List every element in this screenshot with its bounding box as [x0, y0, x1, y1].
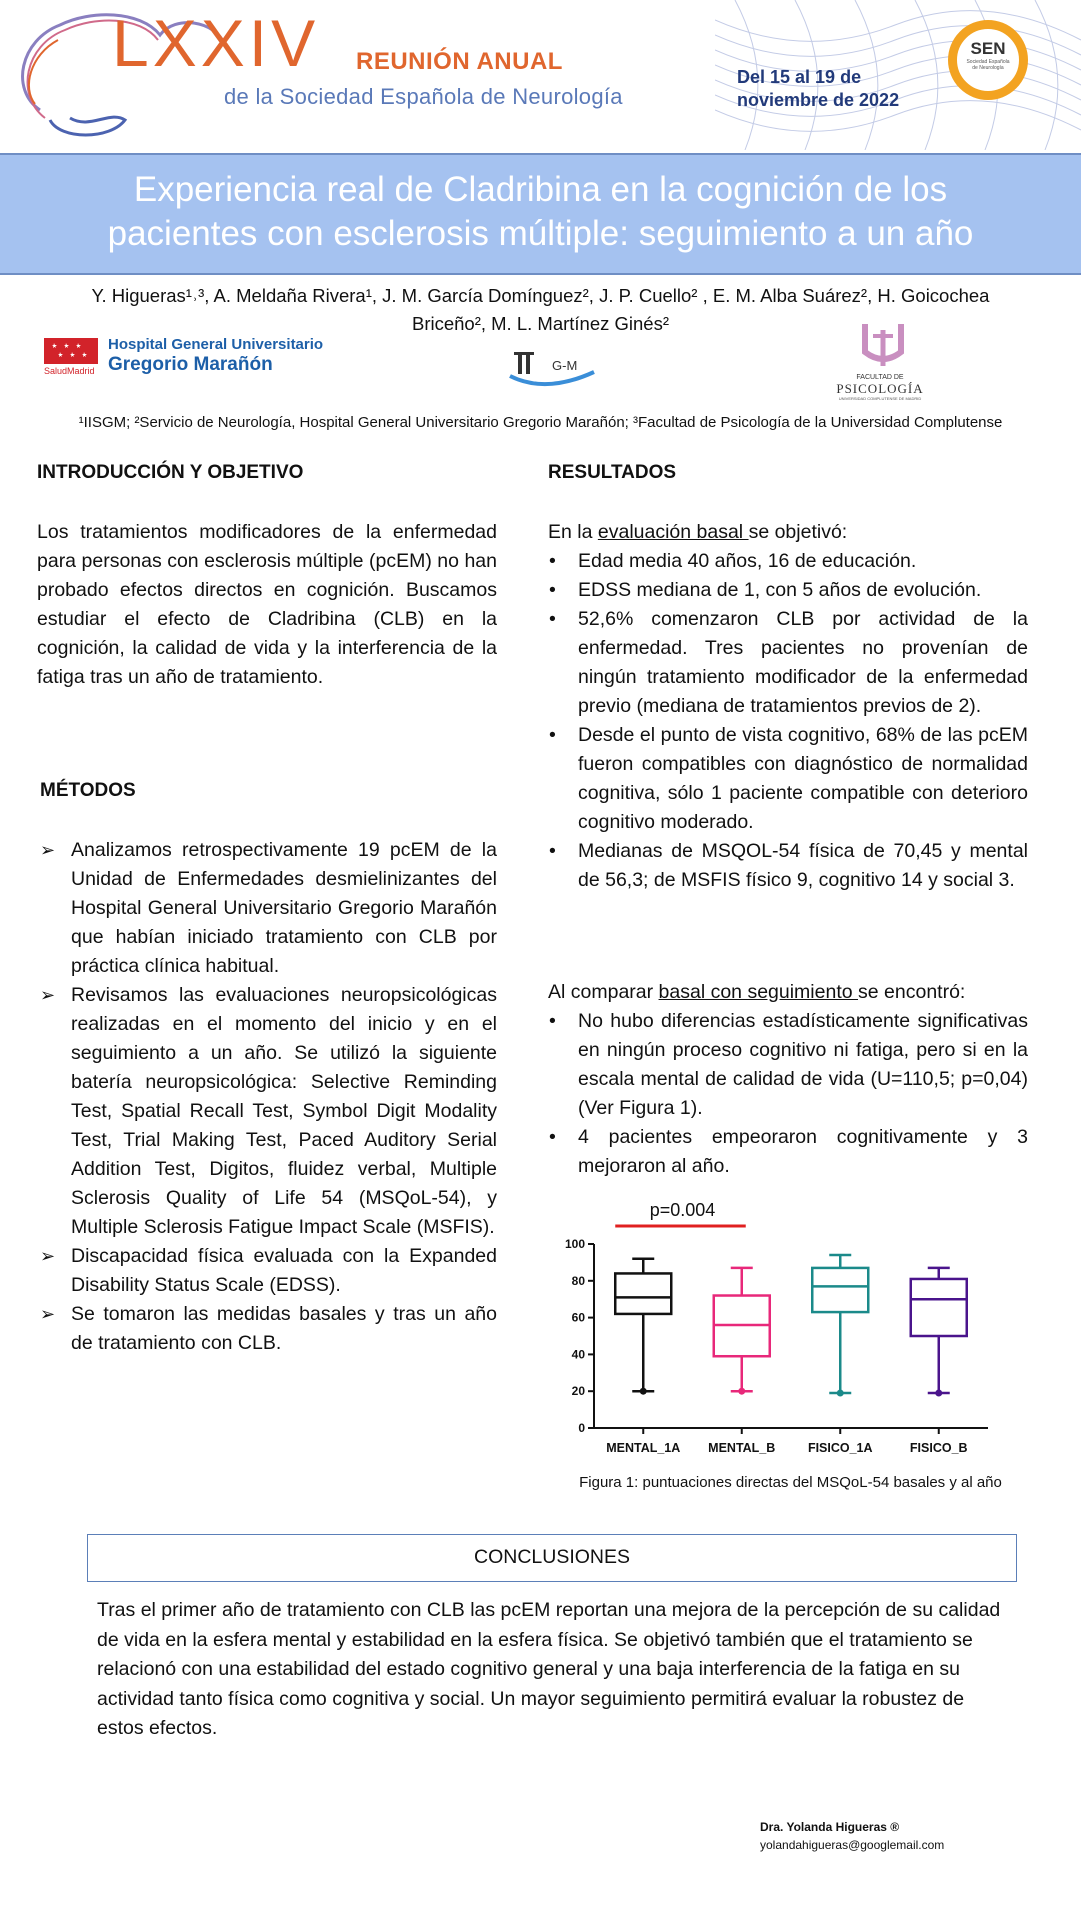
x-tick-label: MENTAL_1A [606, 1441, 681, 1455]
title-line1: Experiencia real de Cladribina en la cognición de los [133, 170, 948, 209]
psychology-faculty-emblem-icon [855, 322, 911, 368]
results-compare-pre: Al comparar [548, 981, 659, 1003]
hospital-name-line2: Gregorio Marañón [108, 354, 273, 375]
results-item-text: EDSS mediana de 1, con 5 años de evolución. [578, 579, 982, 601]
results-item [548, 1123, 1028, 1181]
results-intro-post: se objetivó: [748, 521, 848, 543]
salud-madrid-label: SaludMadrid [44, 366, 95, 376]
results-item-text: 4 pacientes empeoraron cognitivamente y 3 mejoraron al año. [578, 1126, 1028, 1177]
results-intro [548, 518, 1028, 547]
arrow-bullet-icon: ➢ [40, 1304, 56, 1324]
y-tick-label: 100 [564, 1237, 585, 1251]
results-intro-underlined: evaluación basal [597, 521, 749, 543]
hospital-name-line1: Hospital General Universitario [108, 336, 324, 353]
arrow-bullet-icon: ➢ [40, 985, 56, 1005]
society-name: de la Sociedad Española de Neurología [224, 84, 623, 109]
outlier-point [935, 1390, 942, 1397]
x-tick-label: FISICO_1A [807, 1441, 873, 1455]
significance-label: p=0.004 [649, 1200, 716, 1220]
bullet-dot-icon: • [549, 550, 556, 572]
iqr-box [812, 1268, 868, 1312]
bullet-dot-icon: • [549, 608, 556, 630]
outlier-point [640, 1388, 647, 1395]
psico-line2: PSICOLOGÍA [836, 381, 924, 396]
edition-numeral: LXXIV [112, 6, 320, 80]
dates-line1: Del 15 al 19 de [737, 67, 862, 87]
sen-logo [948, 20, 1028, 100]
y-tick-label: 80 [571, 1273, 585, 1288]
conference-dates [737, 66, 899, 112]
bullet-dot-icon: • [549, 1126, 556, 1148]
signature-name: Dra. Yolanda Higueras ® [760, 1820, 900, 1834]
results-item-text: Edad media 40 años, 16 de educación. [578, 550, 917, 572]
y-tick-label: 0 [578, 1421, 585, 1435]
methods-item-text: Se tomaron las medidas basales y tras un año de tratamiento con CLB. [71, 1303, 497, 1354]
conference-header [0, 0, 1081, 150]
y-tick-label: 60 [571, 1310, 585, 1325]
x-tick-label: FISICO_B [909, 1441, 968, 1455]
methods-item [38, 836, 497, 981]
signature-email[interactable]: yolandahigueras@googlemail.com [760, 1838, 945, 1852]
methods-item [38, 1300, 497, 1358]
bullet-dot-icon: • [549, 1010, 556, 1032]
results-compare-post: se encontró: [858, 981, 966, 1003]
signature [760, 1818, 944, 1854]
methods-item-text: Analizamos retrospectivamente 19 pcEM de la Unidad de Enfermedades desmielinizantes del Hospital General Universitario Gregorio Marañón que habían iniciado tratamiento con CLB por práctica clínica habitual. [71, 839, 497, 977]
results-item-text: 52,6% comenzaron CLB por actividad de la enfermedad. Tres pacientes no provenían de ningún tratamiento modificador de la enfermedad previo (mediana de tratamientos previos de 2). [578, 608, 1028, 717]
outlier-point [837, 1390, 844, 1397]
x-tick-label: MENTAL_B [708, 1441, 776, 1455]
results-item [548, 576, 1028, 605]
results-item-text: Medianas de MSQOL-54 física de 70,45 y mental de 56,3; de MSFIS físico 9, cognitivo 14 y social 3. [578, 840, 1028, 891]
iqr-box [911, 1279, 967, 1336]
bullet-dot-icon: • [549, 840, 556, 862]
authors-line1: Y. Higueras¹˒³, A. Meldaña Rivera¹, J. M. García Domínguez², J. P. Cuello² , E. M. Alba Suárez², H. Goicochea [91, 285, 990, 306]
dates-line2: noviembre de 2022 [737, 90, 900, 110]
bullet-dot-icon: • [549, 724, 556, 746]
intro-heading: INTRODUCCIÓN Y OBJETIVO [37, 462, 304, 483]
results-item-text: No hubo diferencias estadísticamente significativas en ningún proceso cognitivo ni fatiga, pero si en la escala mental de calidad de vida (U=110,5; p=0,04) (Ver Figura 1). [578, 1010, 1028, 1119]
results-item-text: Desde el punto de vista cognitivo, 68% de las pcEM fueron compatibles con diagnóstico de normalidad cognitiva, sólo 1 paciente compatible con deterioro cognitivo moderado. [578, 724, 1028, 833]
results-baseline-list [548, 547, 1028, 895]
meeting-label: REUNIÓN ANUAL [356, 48, 563, 75]
psico-line1: FACULTAD DE [856, 374, 904, 381]
results-item [548, 605, 1028, 721]
igm-label: G-M [552, 358, 578, 373]
results-item [548, 547, 1028, 576]
y-tick-label: 40 [571, 1347, 585, 1362]
results-compare-underlined: basal con seguimiento [658, 981, 859, 1003]
results-intro-pre: En la [548, 521, 598, 543]
figure-caption: Figura 1: puntuaciones directas del MSQoL-54 basales y al año [579, 1474, 1002, 1491]
results-item [548, 1007, 1028, 1123]
affiliations: ¹IISGM; ²Servicio de Neurología, Hospital General Universitario Gregorio Marañón; ³Facultad de Psicología de la Universidad Complutense [78, 414, 1003, 431]
results-item [548, 837, 1028, 895]
author-list [10, 282, 1071, 338]
results-item [548, 721, 1028, 837]
comunidad-madrid-flag-icon [44, 338, 98, 364]
bullet-dot-icon: • [549, 579, 556, 601]
igm-logo [506, 346, 602, 395]
sen-full-line2: de Neurología [972, 65, 1004, 71]
psico-line3: UNIVERSIDAD COMPLUTENSE DE MADRID [838, 396, 922, 401]
sen-full-line1: Sociedad Española [966, 59, 1010, 65]
methods-list [38, 836, 497, 1358]
intro-paragraph: Los tratamientos modificadores de la enfermedad para personas con esclerosis múltiple (pcEM) no han probado efectos directos en cognición. Buscamos estudiar el efecto de Cladribina (CLB) en la cognición, la calidad de vida y la interferencia de la fatiga tras un año de tratamiento. [37, 521, 497, 688]
results-compare-intro [548, 978, 1028, 1007]
conclusions-heading: CONCLUSIONES [473, 1546, 631, 1568]
methods-item [38, 981, 497, 1242]
results-comparison-list [548, 1007, 1028, 1181]
outlier-point [738, 1388, 745, 1395]
y-tick-label: 20 [571, 1384, 585, 1399]
methods-heading: MÉTODOS [40, 780, 136, 801]
methods-item [38, 1242, 497, 1300]
title-line2: pacientes con esclerosis múltiple: seguimiento a un año [107, 214, 974, 253]
arrow-bullet-icon: ➢ [40, 840, 56, 860]
iqr-box [615, 1273, 671, 1313]
conclusions-paragraph: Tras el primer año de tratamiento con CLB las pcEM reportan una mejora de la percepción de su calidad de vida en la esfera mental y estabilidad en la esfera física. Se objetivó también que el tratamiento se relacionó con una estabilidad del estado cognitivo general y una baja interferencia de la fatiga en su actividad tanto física como cognitiva y social. Un mayor seguimiento permitirá evaluar la robustez de estos efectos. [97, 1599, 1001, 1739]
authors-line2: Briceño², M. L. Martínez Ginés² [411, 313, 670, 334]
methods-item-text: Discapacidad física evaluada con la Expanded Disability Status Scale (EDSS). [71, 1245, 497, 1296]
poster-title [0, 168, 1081, 256]
boxplot-chart [540, 1198, 1000, 1470]
methods-item-text: Revisamos las evaluaciones neuropsicológicas realizadas en el momento del inicio y en el seguimiento a un año. Se utilizó la siguiente batería neuropsicológica: Selective Reminding Test, Spatial Recall Test, Symbol Digit Modality Test, Trial Making Test, Paced Auditory Serial Addition Test, Digitos, fluidez verbal, Multiple Sclerosis Quality of Life 54 (MSQoL-54), y Multiple Sclerosis Fatigue Impact Scale (MSFIS). [71, 984, 497, 1238]
results-heading: RESULTADOS [548, 462, 677, 483]
sen-full-name [957, 59, 1019, 71]
arrow-bullet-icon: ➢ [40, 1246, 56, 1266]
sen-abbrev: SEN [970, 39, 1006, 58]
